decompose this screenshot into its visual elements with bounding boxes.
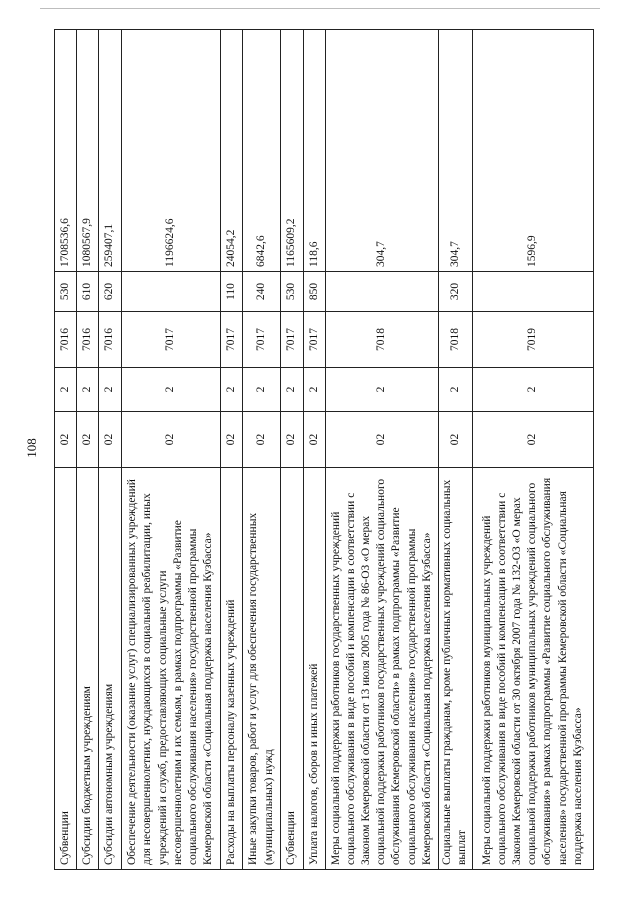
csr-cell: 7018: [325, 312, 438, 368]
table-row: [99, 30, 121, 870]
csr-cell: 7017: [281, 312, 303, 368]
podrazdel-cell: 2: [121, 368, 220, 412]
budget-table: [54, 29, 594, 870]
vr-cell: 110: [220, 272, 242, 312]
table-row: [242, 30, 280, 870]
sum-cell: 304,7: [438, 30, 472, 272]
razdel-cell: 02: [438, 412, 472, 468]
table-row: [55, 30, 77, 870]
podrazdel-cell: 2: [472, 368, 593, 412]
table-row: [220, 30, 242, 870]
csr-cell: 7017: [303, 312, 325, 368]
csr-cell: 7017: [121, 312, 220, 368]
table-rotated-container: [54, 30, 594, 870]
sum-cell: 1165609,2: [281, 30, 303, 272]
csr-cell: 7016: [55, 312, 77, 368]
csr-cell: 7019: [472, 312, 593, 368]
row-name-cell: Субвенции: [281, 468, 303, 870]
vr-cell: 240: [242, 272, 280, 312]
row-name-cell: Обеспечение деятельности (оказание услуг) специализированных учреждений для несовершеннолетних, нуждающихся в социальной реабилитации, иных учреждений и служб, предоставляющих социальные услуги несовершеннолетним и их семьям, в рамках подпрограммы «Развитие социального обслуживания населения» государственной программы Кемеровской области «Социальная поддержка населения Кузбасса»: [121, 468, 220, 870]
sum-cell: 304,7: [325, 30, 438, 272]
csr-cell: 7016: [99, 312, 121, 368]
csr-cell: 7017: [220, 312, 242, 368]
razdel-cell: 02: [325, 412, 438, 468]
sum-cell: 259407,1: [99, 30, 121, 272]
sum-cell: 118,6: [303, 30, 325, 272]
podrazdel-cell: 2: [99, 368, 121, 412]
table-row: [281, 30, 303, 870]
sum-cell: 1596,9: [472, 30, 593, 272]
vr-cell: [121, 272, 220, 312]
podrazdel-cell: 2: [438, 368, 472, 412]
row-name-cell: Меры социальной поддержки работников государственных учреждений социального обслуживания в виде пособий и компенсации в соответствии с Законом Кемеровской области от 13 июля 2005 года № 86-ОЗ «О мерах социальной поддержки работников государственных учреждений социального обслуживания Кемеровской области» в рамках подпрограммы «Развитие социального обслуживания населения» государственной программы Кемеровской области «Социальная поддержка населения Кузбасса»: [325, 468, 438, 870]
podrazdel-cell: 2: [325, 368, 438, 412]
podrazdel-cell: 2: [55, 368, 77, 412]
razdel-cell: 02: [77, 412, 99, 468]
vr-cell: [325, 272, 438, 312]
podrazdel-cell: 2: [303, 368, 325, 412]
vr-cell: 850: [303, 272, 325, 312]
row-name-cell: Уплата налогов, сборов и иных платежей: [303, 468, 325, 870]
vr-cell: 320: [438, 272, 472, 312]
razdel-cell: 02: [281, 412, 303, 468]
vr-cell: 620: [99, 272, 121, 312]
sum-cell: 24054,2: [220, 30, 242, 272]
table-row: [438, 30, 472, 870]
table-row: [303, 30, 325, 870]
row-name-cell: Субсидии бюджетным учреждениям: [77, 468, 99, 870]
sum-cell: 1196624,6: [121, 30, 220, 272]
podrazdel-cell: 2: [281, 368, 303, 412]
row-name-cell: Социальные выплаты гражданам, кроме публичных нормативных социальных выплат: [438, 468, 472, 870]
csr-cell: 7016: [77, 312, 99, 368]
row-name-cell: Субсидии автономным учреждениям: [99, 468, 121, 870]
razdel-cell: 02: [55, 412, 77, 468]
vr-cell: 610: [77, 272, 99, 312]
vr-cell: [472, 272, 593, 312]
csr-cell: 7017: [242, 312, 280, 368]
row-name-cell: Меры социальной поддержки работников муниципальных учреждений социального обслуживания в виде пособий и компенсации в соответствии с Законом Кемеровской области от 30 октября 2007 года № 132-ОЗ «О мерах социальной поддержки работников муниципальных учреждений социального обслуживания» в рамках подпрограммы «Развитие социального обслуживания населения» государственной программы Кемеровской области «Социальная поддержка населения Кузбасса»: [472, 468, 593, 870]
sum-cell: 1080567,9: [77, 30, 99, 272]
table-row: [121, 30, 220, 870]
table-row: [472, 30, 593, 870]
csr-cell: 7018: [438, 312, 472, 368]
razdel-cell: 02: [242, 412, 280, 468]
razdel-cell: 02: [303, 412, 325, 468]
vr-cell: 530: [281, 272, 303, 312]
row-name-cell: Субвенции: [55, 468, 77, 870]
razdel-cell: 02: [472, 412, 593, 468]
row-name-cell: Иные закупки товаров, работ и услуг для обеспечения государственных (муниципальных) нужд: [242, 468, 280, 870]
razdel-cell: 02: [220, 412, 242, 468]
podrazdel-cell: 2: [242, 368, 280, 412]
scan-edge-line: [40, 8, 600, 9]
razdel-cell: 02: [121, 412, 220, 468]
table-row: [325, 30, 438, 870]
page-number: 108: [23, 438, 39, 458]
sum-cell: 6842,6: [242, 30, 280, 272]
table-row: [77, 30, 99, 870]
row-name-cell: Расходы на выплаты персоналу казенных учреждений: [220, 468, 242, 870]
vr-cell: 530: [55, 272, 77, 312]
razdel-cell: 02: [99, 412, 121, 468]
sum-cell: 1708536,6: [55, 30, 77, 272]
podrazdel-cell: 2: [220, 368, 242, 412]
podrazdel-cell: 2: [77, 368, 99, 412]
